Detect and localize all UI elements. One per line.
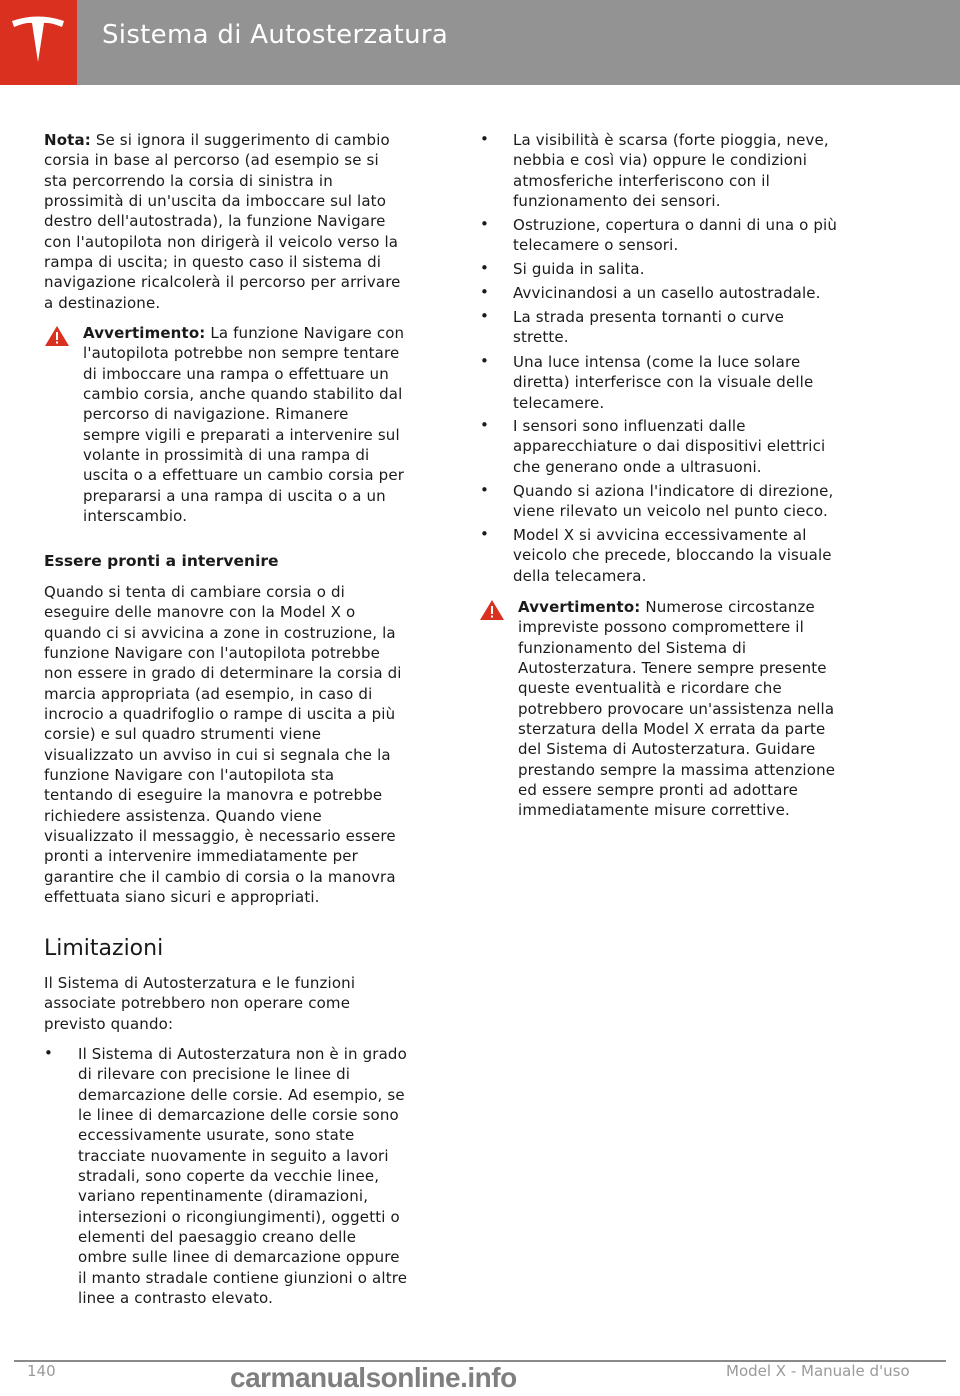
warning-icon xyxy=(44,325,70,347)
page-title: Sistema di Autosterzatura xyxy=(102,20,449,50)
warning-text: Numerose circostanze impreviste possono compromettere il funzionamento del Sistema di Autosterzatura. Tenere sempre presente queste eventualità e ricordare che potrebbero provocare un'assistenza nella sterzatura della Model X errata da parte del Sistema di Autosterzatura. Guidare prestando sempre la massima attenzione ed essere sempre pronti ad adottare immediatamente misure correttive. xyxy=(518,598,836,820)
tesla-logo xyxy=(0,0,77,85)
bullet-dot: • xyxy=(480,481,489,499)
bullet-dot: • xyxy=(480,130,489,148)
warning-paragraph-left xyxy=(83,323,404,526)
bullet-dot: • xyxy=(480,283,489,301)
limitation-bullet: La visibilità è scarsa (forte pioggia, neve, nebbia e così via) oppure le condizioni atmosferiche interferiscono con il funzionamento dei sensori. xyxy=(513,131,829,211)
section-heading: Essere pronti a intervenire xyxy=(44,552,279,570)
warning-paragraph-right xyxy=(518,597,835,821)
limitation-bullet: La strada presenta tornanti o curve strette. xyxy=(513,308,785,347)
bullet-dot: • xyxy=(44,1044,53,1062)
limitations-heading: Limitazioni xyxy=(44,936,164,961)
section-paragraph: Quando si tenta di cambiare corsia o di eseguire delle manovre con la Model X o quando ci si avvicina a zone in costruzione, la funzione Navigare con l'autopilota potrebbe non essere in grado di determinare la corsia di marcia appropriata (ad esempio, in caso di incrocio a quadrifoglio o rampe di uscita a più corsie) e sul quadro strumenti viene visualizzato un avviso in cui si segnala che la funzione Navigare con l'autopilota sta tentando di eseguire la manovra e potrebbe richiedere assistenza. Quando viene visualizzato il messaggio, è necessario essere pronti a intervenire immediatamente per garantire che il cambio di corsia o la manovra effettuata siano sicuri e appropriati. xyxy=(44,583,402,907)
warning-icon xyxy=(479,599,505,621)
warning-label: Avvertimento: xyxy=(83,324,206,342)
limitation-bullet: Model X si avvicina eccessivamente al veicolo che precede, bloccando la visuale della telecamera. xyxy=(513,526,832,585)
page-number: 140 xyxy=(27,1362,56,1380)
limitation-bullet: Quando si aziona l'indicatore di direzione, viene rilevato un veicolo nel punto cieco. xyxy=(513,482,834,521)
watermark: carmanualsonline.info xyxy=(230,1362,517,1393)
bullet-dot: • xyxy=(480,215,489,233)
page-header xyxy=(0,0,960,85)
bullet-dot: • xyxy=(480,259,489,277)
limitation-bullet: I sensori sono influenzati dalle apparecchiature o dai dispositivi elettrici che generano onde a ultrasuoni. xyxy=(513,417,826,476)
bullet-dot: • xyxy=(480,416,489,434)
limitations-intro: Il Sistema di Autosterzatura e le funzioni associate potrebbero non operare come previsto quando: xyxy=(44,974,356,1033)
bullet-dot: • xyxy=(480,307,489,325)
warning-text: La funzione Navigare con l'autopilota potrebbe non sempre tentare di imboccare una rampa o effettuare un cambio corsia, anche quando stabilito dal percorso di navigazione. Rimanere sempre vigili e preparati a intervenire sul volante in prossimità di una rampa di uscita o a effettuare un cambio corsia per prepararsi a una rampa di uscita o a un interscambio. xyxy=(83,324,405,526)
limitation-bullet: Si guida in salita. xyxy=(513,260,645,278)
note-text: Se si ignora il suggerimento di cambio corsia in base al percorso (ad esempio se si sta percorrendo la corsia di sinistra in prossimità di un'uscita da imboccare sul lato destro dell'autostrada), la funzione Navigare con l'autopilota non dirigerà il veicolo verso la rampa di uscita; in questo caso il sistema di navigazione ricalcolerà il percorso per arrivare a destinazione. xyxy=(44,131,401,312)
limitation-bullet: Avvicinandosi a un casello autostradale. xyxy=(513,284,821,302)
bullet-dot: • xyxy=(480,525,489,543)
limitation-bullet: Una luce intensa (come la luce solare diretta) interferisce con la visuale delle telecamere. xyxy=(513,353,814,412)
note-label: Nota: xyxy=(44,131,91,149)
warning-label: Avvertimento: xyxy=(518,598,641,616)
bullet-dot: • xyxy=(480,352,489,370)
limitation-bullet: Ostruzione, copertura o danni di una o più telecamere o sensori. xyxy=(513,216,838,255)
limitations-bullet: Il Sistema di Autosterzatura non è in grado di rilevare con precisione le linee di demarcazione delle corsie. Ad esempio, se le linee di demarcazione delle corsie sono eccessivamente usurate, sono state tracciate nuovamente in seguito a lavori stradali, sono coperte da vecchie linee, variano repentinamente (diramazioni, intersezioni o ricongiungimenti), oggetti o elementi del paesaggio creano delle ombre sulle linee di demarcazione oppure il manto stradale contiene giunzioni o altre linee a contrasto elevato. xyxy=(78,1045,408,1308)
note-paragraph xyxy=(44,130,401,313)
doc-title: Model X - Manuale d'uso xyxy=(726,1362,910,1380)
tesla-logo-icon xyxy=(0,0,77,85)
